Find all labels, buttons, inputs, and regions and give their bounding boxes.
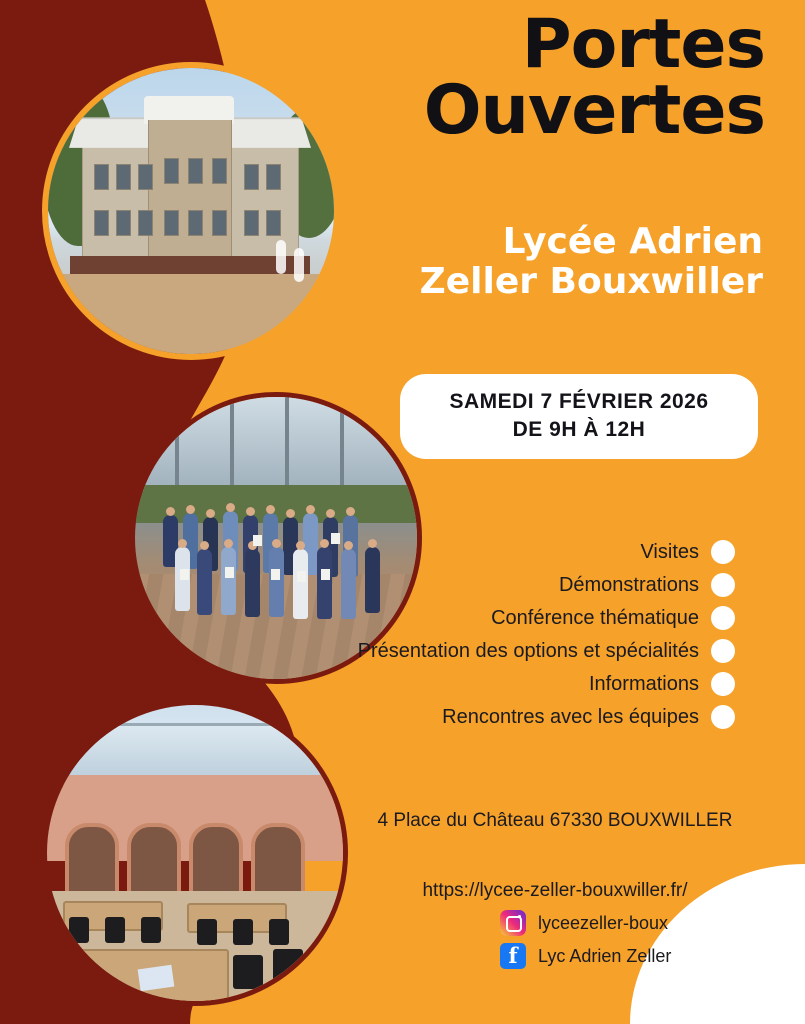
list-item	[265, 639, 735, 663]
title-line-2: Ouvertes	[423, 70, 765, 150]
bullet-dot-icon	[711, 639, 735, 663]
title-line-1: Portes	[521, 5, 765, 84]
bullet-dot-icon	[711, 672, 735, 696]
page-title	[335, 5, 765, 150]
window	[188, 158, 203, 184]
activities-list	[265, 540, 735, 738]
student-head	[286, 509, 295, 518]
arch	[189, 823, 243, 897]
window	[188, 210, 203, 236]
student-head	[226, 503, 235, 512]
window	[164, 210, 179, 236]
instagram-icon	[500, 910, 526, 936]
chair	[233, 955, 263, 989]
student	[221, 547, 236, 615]
window	[164, 158, 179, 184]
student	[197, 549, 212, 615]
list-item	[265, 705, 735, 729]
canopy-beam	[175, 397, 179, 492]
arch	[127, 823, 181, 897]
window	[138, 164, 153, 190]
instagram-handle: lyceezeller-boux	[538, 912, 669, 933]
chair	[269, 919, 289, 945]
social-links	[500, 910, 780, 976]
arch	[251, 823, 305, 897]
bullet-dot-icon	[711, 540, 735, 564]
window	[138, 210, 153, 236]
chair	[141, 917, 161, 943]
student-head	[246, 507, 255, 516]
document-on-table	[138, 965, 175, 992]
website-url[interactable]: https://lycee-zeller-bouxwiller.fr/	[422, 880, 688, 901]
window	[212, 158, 227, 184]
list-item-label: Présentation des options et spécialités	[357, 639, 699, 662]
arch	[65, 823, 119, 897]
canopy-beam	[340, 397, 344, 492]
student-head	[266, 505, 275, 514]
student-head	[178, 539, 187, 548]
held-sign	[253, 535, 262, 546]
chair	[273, 949, 303, 983]
window	[244, 210, 259, 236]
list-item-label: Visites	[640, 540, 699, 563]
list-item	[265, 540, 735, 564]
window	[266, 164, 281, 190]
window	[116, 164, 131, 190]
student-head	[346, 507, 355, 516]
window	[94, 210, 109, 236]
photo-school-building	[42, 62, 340, 360]
school-name	[313, 222, 763, 303]
photo-courtyard	[42, 700, 348, 1006]
student-head	[326, 509, 335, 518]
chair	[69, 917, 89, 943]
school-name-line-2: Zeller Bouxwiller	[419, 261, 763, 303]
student-head	[306, 505, 315, 514]
courtyard-ground	[48, 274, 334, 354]
chair	[233, 919, 253, 945]
window	[116, 210, 131, 236]
social-item-instagram[interactable]	[500, 910, 780, 936]
fountain-icon	[294, 248, 304, 282]
building-base	[70, 256, 310, 274]
building-center-block	[148, 120, 232, 266]
held-sign	[180, 569, 189, 580]
fountain-icon	[276, 240, 286, 274]
chair	[197, 919, 217, 945]
bullet-dot-icon	[711, 705, 735, 729]
student-head	[166, 507, 175, 516]
window	[212, 210, 227, 236]
student	[245, 549, 260, 617]
arcade	[47, 823, 343, 897]
address: 4 Place du Château 67330 BOUXWILLER	[377, 810, 733, 831]
bullet-dot-icon	[711, 573, 735, 597]
window	[266, 210, 281, 236]
list-item-label: Conférence thématique	[491, 606, 699, 629]
school-name-line-1: Lycée Adrien	[502, 221, 763, 262]
list-item	[265, 573, 735, 597]
canopy-beam	[285, 397, 289, 492]
window	[94, 164, 109, 190]
list-item	[265, 606, 735, 630]
bullet-dot-icon	[711, 606, 735, 630]
chair	[105, 917, 125, 943]
window	[244, 164, 259, 190]
time-line: DE 9H À 12H	[512, 417, 646, 441]
canopy-beam	[230, 397, 234, 492]
student-head	[186, 505, 195, 514]
student-head	[206, 509, 215, 518]
facebook-icon: f	[500, 943, 526, 969]
facebook-handle: Lyc Adrien Zeller	[538, 945, 672, 966]
date-badge	[400, 374, 758, 459]
list-item-label: Démonstrations	[558, 573, 699, 596]
list-item	[265, 672, 735, 696]
student-head	[224, 539, 233, 548]
held-sign	[225, 567, 234, 578]
list-item-label: Informations	[588, 672, 699, 695]
student-head	[200, 541, 209, 550]
social-item-facebook[interactable]	[500, 943, 780, 969]
date-line: SAMEDI 7 FÉVRIER 2026	[449, 390, 709, 413]
list-item-label: Rencontres avec les équipes	[442, 705, 699, 728]
